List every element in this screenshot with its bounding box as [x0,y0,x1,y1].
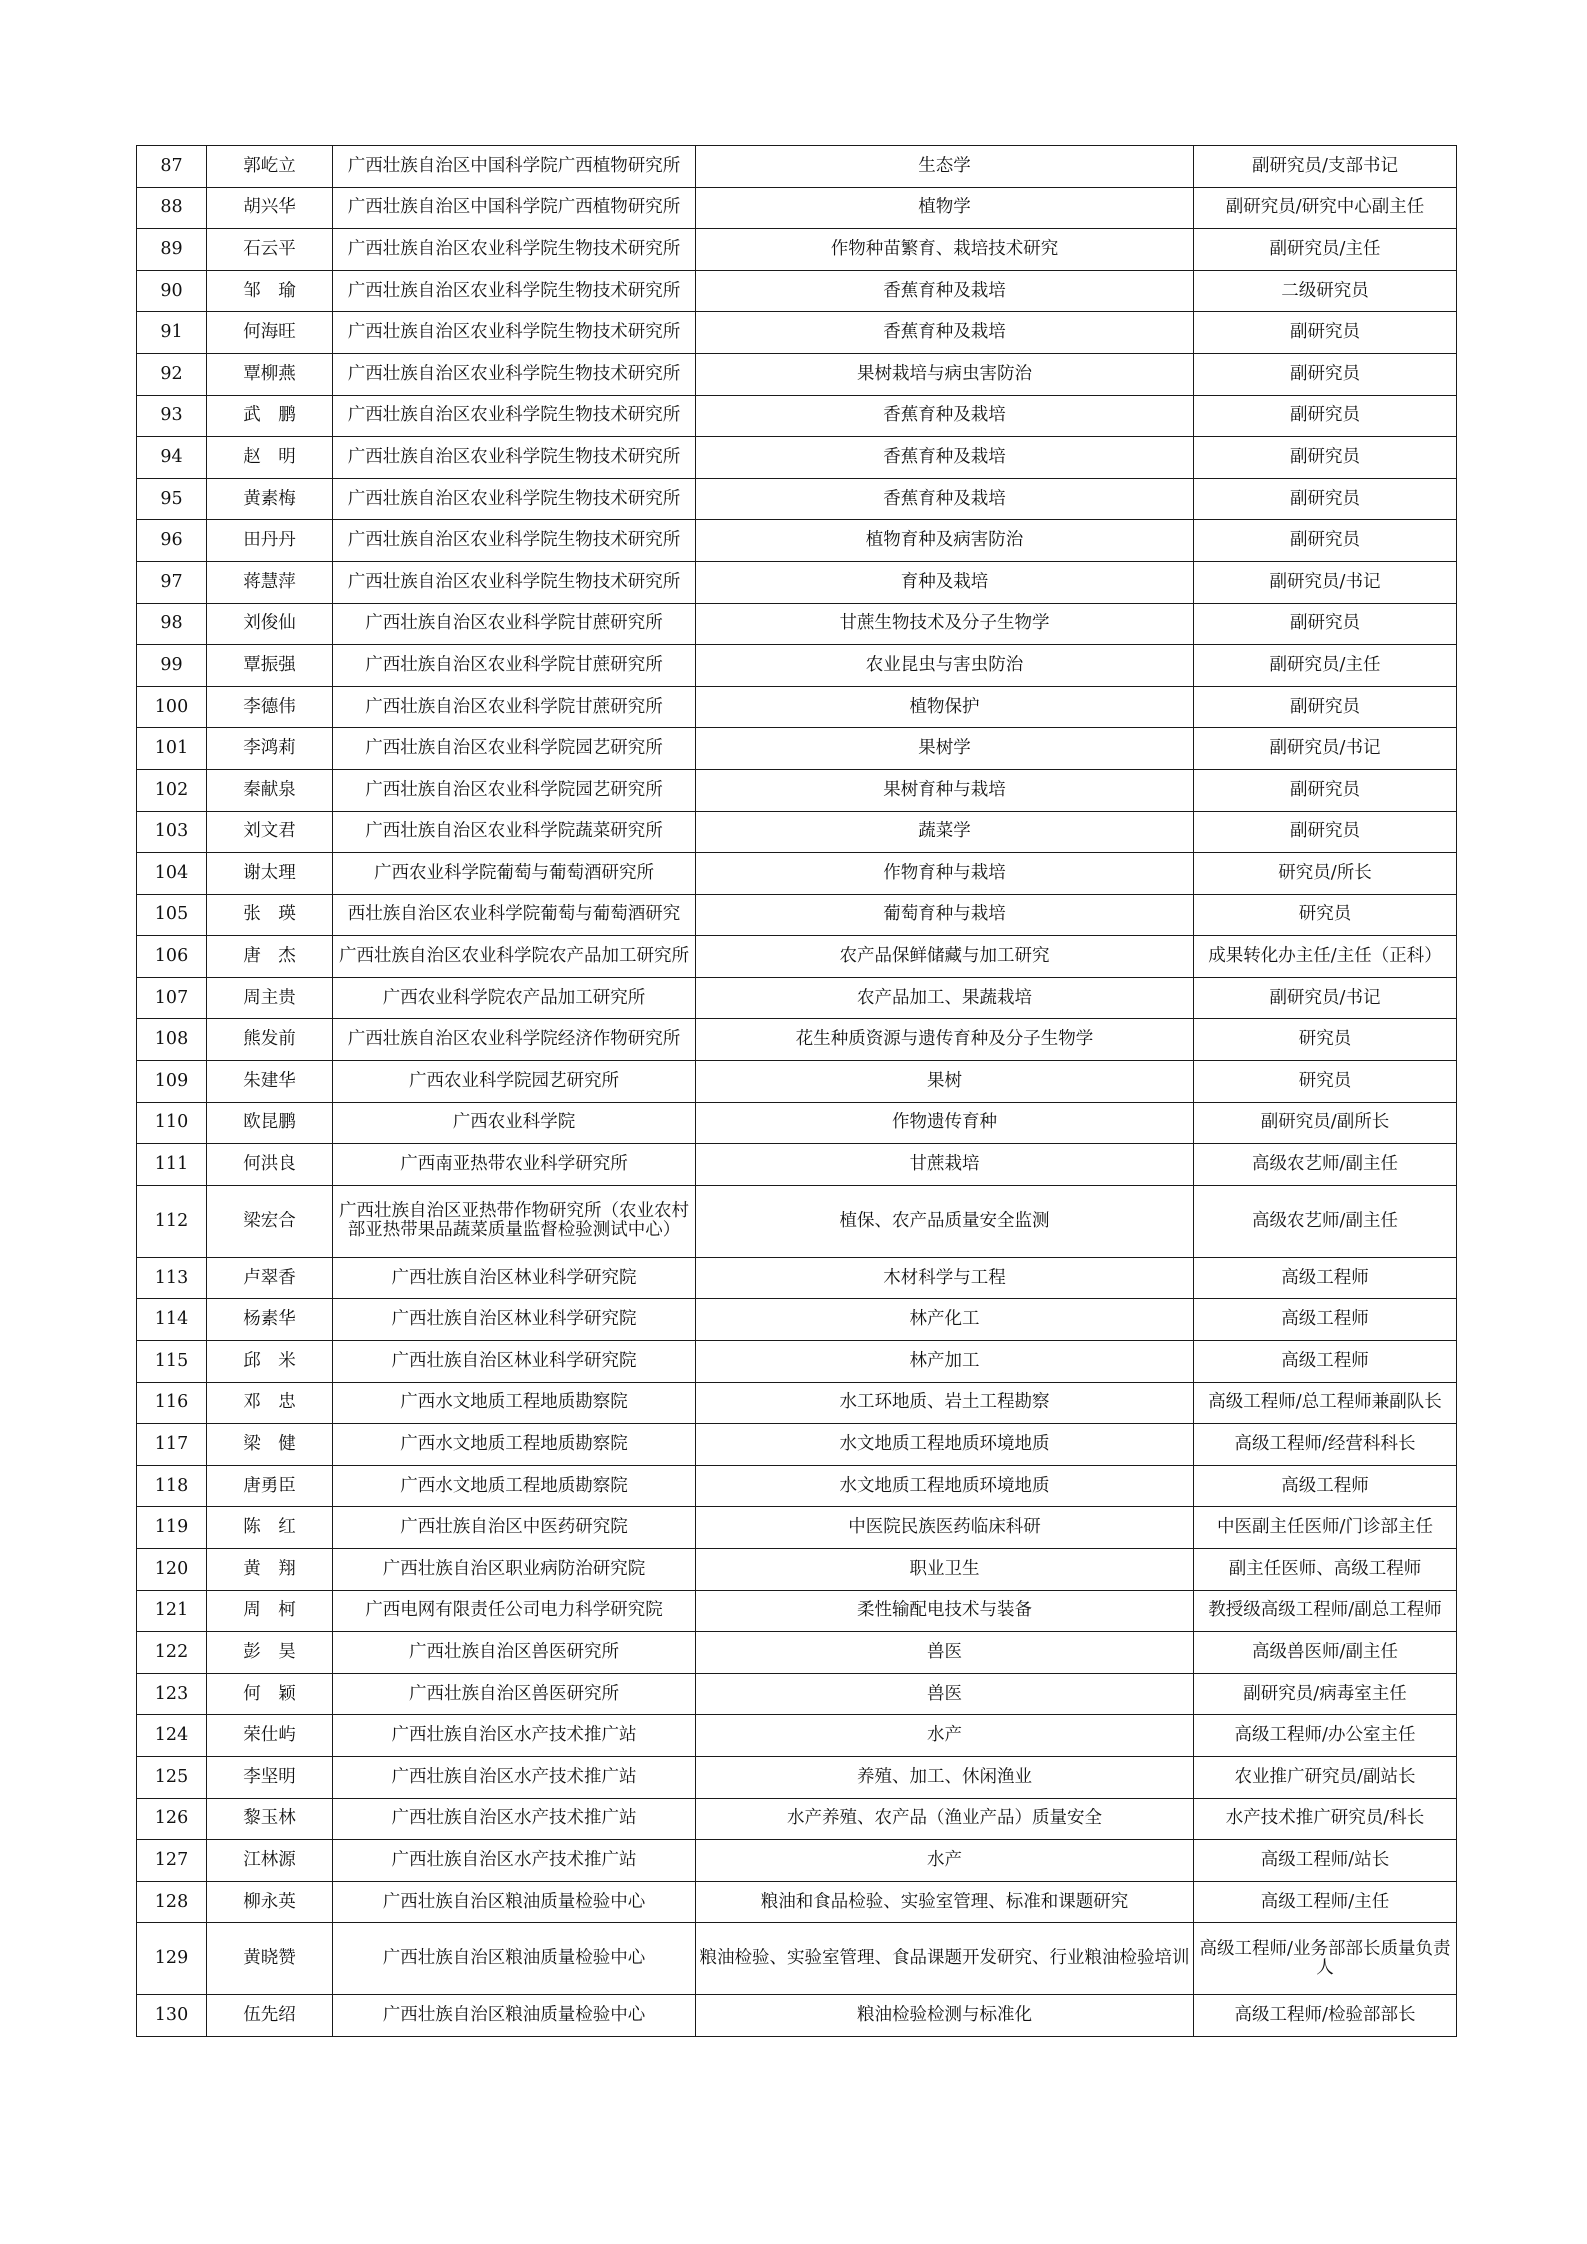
table-row [137,520,1457,562]
job-title-cell: 研究员 [1194,1019,1457,1061]
row-number-cell: 117 [137,1424,207,1466]
person-name-cell: 李鸿莉 [207,728,333,770]
specialty-field-cell: 水工环地质、岩土工程勘察 [696,1382,1194,1424]
row-number-cell: 119 [137,1507,207,1549]
institution-cell: 广西壮族自治区农业科学院生物技术研究所 [333,437,696,479]
specialty-field-cell: 香蕉育种及栽培 [696,478,1194,520]
person-name-cell: 朱建华 [207,1061,333,1103]
specialty-field-cell: 作物种苗繁育、栽培技术研究 [696,229,1194,271]
row-number-cell: 116 [137,1382,207,1424]
job-title-cell: 研究员/所长 [1194,853,1457,895]
institution-cell: 广西壮族自治区粮油质量检验中心 [333,1881,696,1923]
table-row [137,561,1457,603]
person-name-cell: 胡兴华 [207,187,333,229]
job-title-cell: 高级农艺师/副主任 [1194,1185,1457,1257]
institution-cell: 广西壮族自治区职业病防治研究院 [333,1549,696,1591]
specialty-field-cell: 兽医 [696,1673,1194,1715]
institution-cell: 广西壮族自治区中国科学院广西植物研究所 [333,187,696,229]
row-number-cell: 100 [137,686,207,728]
institution-cell: 广西电网有限责任公司电力科学研究院 [333,1590,696,1632]
job-title-cell: 副研究员/书记 [1194,561,1457,603]
job-title-cell: 中医副主任医师/门诊部主任 [1194,1507,1457,1549]
person-name-cell: 邓 忠 [207,1382,333,1424]
row-number-cell: 121 [137,1590,207,1632]
person-name-cell: 李德伟 [207,686,333,728]
specialty-field-cell: 粮油检验检测与标准化 [696,1995,1194,2037]
job-title-cell: 高级工程师/业务部部长质量负责人 [1194,1923,1457,1995]
person-name-cell: 杨素华 [207,1299,333,1341]
table-row [137,1673,1457,1715]
institution-cell: 广西壮族自治区农业科学院园艺研究所 [333,728,696,770]
table-row [137,229,1457,271]
institution-cell: 广西壮族自治区农业科学院甘蔗研究所 [333,645,696,687]
table-row [137,146,1457,188]
person-name-cell: 彭 昊 [207,1632,333,1674]
row-number-cell: 130 [137,1995,207,2037]
table-row [137,811,1457,853]
person-name-cell: 何洪良 [207,1144,333,1186]
specialty-field-cell: 水产 [696,1840,1194,1882]
person-name-cell: 蒋慧萍 [207,561,333,603]
table-row [137,645,1457,687]
specialty-field-cell: 香蕉育种及栽培 [696,270,1194,312]
table-row [137,1257,1457,1299]
institution-cell: 广西壮族自治区农业科学院蔬菜研究所 [333,811,696,853]
table-row [137,1923,1457,1995]
person-name-cell: 覃柳燕 [207,353,333,395]
row-number-cell: 105 [137,894,207,936]
table-row [137,187,1457,229]
row-number-cell: 122 [137,1632,207,1674]
specialty-field-cell: 生态学 [696,146,1194,188]
job-title-cell: 副研究员/书记 [1194,977,1457,1019]
institution-cell: 广西水文地质工程地质勘察院 [333,1424,696,1466]
institution-cell: 广西水文地质工程地质勘察院 [333,1382,696,1424]
specialty-field-cell: 植物学 [696,187,1194,229]
institution-cell: 广西壮族自治区林业科学研究院 [333,1299,696,1341]
row-number-cell: 118 [137,1465,207,1507]
job-title-cell: 农业推广研究员/副站长 [1194,1756,1457,1798]
specialty-field-cell: 作物育种与栽培 [696,853,1194,895]
institution-cell: 广西农业科学院园艺研究所 [333,1061,696,1103]
table-row [137,478,1457,520]
row-number-cell: 124 [137,1715,207,1757]
institution-cell: 广西壮族自治区林业科学研究院 [333,1341,696,1383]
table-row [137,936,1457,978]
institution-cell: 广西壮族自治区农业科学院生物技术研究所 [333,229,696,271]
specialty-field-cell: 甘蔗生物技术及分子生物学 [696,603,1194,645]
institution-cell: 广西壮族自治区农业科学院生物技术研究所 [333,270,696,312]
job-title-cell: 副研究员 [1194,353,1457,395]
specialty-field-cell: 柔性输配电技术与装备 [696,1590,1194,1632]
table-row [137,1995,1457,2037]
table-row [137,1144,1457,1186]
job-title-cell: 高级农艺师/副主任 [1194,1144,1457,1186]
table-row [137,853,1457,895]
job-title-cell: 教授级高级工程师/副总工程师 [1194,1590,1457,1632]
person-name-cell: 武 鹏 [207,395,333,437]
table-row [137,1341,1457,1383]
row-number-cell: 107 [137,977,207,1019]
person-name-cell: 谢太理 [207,853,333,895]
row-number-cell: 106 [137,936,207,978]
institution-cell: 广西农业科学院 [333,1102,696,1144]
job-title-cell: 高级工程师/办公室主任 [1194,1715,1457,1757]
job-title-cell: 副研究员 [1194,603,1457,645]
institution-cell: 广西农业科学院农产品加工研究所 [333,977,696,1019]
table-row [137,1549,1457,1591]
table-row [137,1061,1457,1103]
person-name-cell: 陈 红 [207,1507,333,1549]
job-title-cell: 高级工程师/检验部部长 [1194,1995,1457,2037]
table-row [137,312,1457,354]
table-row [137,437,1457,479]
job-title-cell: 副研究员 [1194,520,1457,562]
specialty-field-cell: 木材科学与工程 [696,1257,1194,1299]
person-name-cell: 田丹丹 [207,520,333,562]
person-name-cell: 张 瑛 [207,894,333,936]
job-title-cell: 副研究员/研究中心副主任 [1194,187,1457,229]
job-title-cell: 水产技术推广研究员/科长 [1194,1798,1457,1840]
person-name-cell: 唐勇臣 [207,1465,333,1507]
table-row [137,1102,1457,1144]
job-title-cell: 高级工程师 [1194,1465,1457,1507]
person-name-cell: 伍先绍 [207,1995,333,2037]
row-number-cell: 113 [137,1257,207,1299]
job-title-cell: 高级工程师 [1194,1299,1457,1341]
institution-cell: 广西壮族自治区粮油质量检验中心 [333,1923,696,1995]
institution-cell: 广西壮族自治区农业科学院农产品加工研究所 [333,936,696,978]
specialty-field-cell: 农业昆虫与害虫防治 [696,645,1194,687]
specialty-field-cell: 林产加工 [696,1341,1194,1383]
row-number-cell: 94 [137,437,207,479]
row-number-cell: 128 [137,1881,207,1923]
job-title-cell: 高级工程师/经营科科长 [1194,1424,1457,1466]
specialty-field-cell: 粮油检验、实验室管理、食品课题开发研究、行业粮油检验培训 [696,1923,1194,1995]
person-name-cell: 邹 瑜 [207,270,333,312]
job-title-cell: 副研究员/病毒室主任 [1194,1673,1457,1715]
institution-cell: 广西壮族自治区农业科学院生物技术研究所 [333,353,696,395]
job-title-cell: 副研究员 [1194,811,1457,853]
institution-cell: 广西壮族自治区水产技术推广站 [333,1798,696,1840]
row-number-cell: 109 [137,1061,207,1103]
institution-cell: 广西壮族自治区中国科学院广西植物研究所 [333,146,696,188]
row-number-cell: 111 [137,1144,207,1186]
job-title-cell: 高级兽医师/副主任 [1194,1632,1457,1674]
specialty-field-cell: 农产品加工、果蔬栽培 [696,977,1194,1019]
row-number-cell: 87 [137,146,207,188]
specialty-field-cell: 林产化工 [696,1299,1194,1341]
person-name-cell: 何 颖 [207,1673,333,1715]
job-title-cell: 副研究员/支部书记 [1194,146,1457,188]
table-row [137,1590,1457,1632]
person-name-cell: 柳永英 [207,1881,333,1923]
table-row [137,1299,1457,1341]
job-title-cell: 高级工程师 [1194,1341,1457,1383]
row-number-cell: 102 [137,769,207,811]
specialty-field-cell: 粮油和食品检验、实验室管理、标准和课题研究 [696,1881,1194,1923]
row-number-cell: 93 [137,395,207,437]
institution-cell: 广西壮族自治区农业科学院甘蔗研究所 [333,603,696,645]
person-name-cell: 黄素梅 [207,478,333,520]
table-row [137,1840,1457,1882]
specialty-field-cell: 中医院民族医药临床科研 [696,1507,1194,1549]
job-title-cell: 副主任医师、高级工程师 [1194,1549,1457,1591]
row-number-cell: 89 [137,229,207,271]
job-title-cell: 二级研究员 [1194,270,1457,312]
row-number-cell: 127 [137,1840,207,1882]
job-title-cell: 副研究员/书记 [1194,728,1457,770]
row-number-cell: 96 [137,520,207,562]
institution-cell: 广西壮族自治区兽医研究所 [333,1632,696,1674]
table-row [137,1881,1457,1923]
table-row [137,1507,1457,1549]
specialty-field-cell: 水产养殖、农产品（渔业产品）质量安全 [696,1798,1194,1840]
job-title-cell: 副研究员 [1194,395,1457,437]
person-name-cell: 石云平 [207,229,333,271]
row-number-cell: 92 [137,353,207,395]
table-row [137,1382,1457,1424]
specialty-field-cell: 植物保护 [696,686,1194,728]
person-name-cell: 黄晓赞 [207,1923,333,1995]
specialty-field-cell: 果树育种与栽培 [696,769,1194,811]
row-number-cell: 91 [137,312,207,354]
specialty-field-cell: 果树 [696,1061,1194,1103]
institution-cell: 广西壮族自治区农业科学院生物技术研究所 [333,312,696,354]
table-row [137,1424,1457,1466]
job-title-cell: 副研究员/副所长 [1194,1102,1457,1144]
job-title-cell: 副研究员/主任 [1194,229,1457,271]
table-row [137,894,1457,936]
table-row [137,686,1457,728]
job-title-cell: 副研究员 [1194,437,1457,479]
institution-cell: 广西壮族自治区中医药研究院 [333,1507,696,1549]
table-row [137,270,1457,312]
institution-cell: 广西农业科学院葡萄与葡萄酒研究所 [333,853,696,895]
specialty-field-cell: 植保、农产品质量安全监测 [696,1185,1194,1257]
table-row [137,1632,1457,1674]
job-title-cell: 副研究员 [1194,312,1457,354]
specialty-field-cell: 蔬菜学 [696,811,1194,853]
specialty-field-cell: 农产品保鲜储藏与加工研究 [696,936,1194,978]
row-number-cell: 95 [137,478,207,520]
table-row [137,1798,1457,1840]
institution-cell: 广西壮族自治区农业科学院经济作物研究所 [333,1019,696,1061]
person-name-cell: 周 柯 [207,1590,333,1632]
job-title-cell: 副研究员 [1194,686,1457,728]
job-title-cell: 高级工程师/主任 [1194,1881,1457,1923]
person-name-cell: 黄 翔 [207,1549,333,1591]
person-name-cell: 李坚明 [207,1756,333,1798]
row-number-cell: 101 [137,728,207,770]
person-name-cell: 郭屹立 [207,146,333,188]
person-name-cell: 荣仕屿 [207,1715,333,1757]
table-row [137,1185,1457,1257]
row-number-cell: 104 [137,853,207,895]
institution-cell: 广西壮族自治区亚热带作物研究所（农业农村部亚热带果品蔬菜质量监督检验测试中心） [333,1185,696,1257]
institution-cell: 西壮族自治区农业科学院葡萄与葡萄酒研究 [333,894,696,936]
institution-cell: 广西壮族自治区农业科学院园艺研究所 [333,769,696,811]
specialty-field-cell: 香蕉育种及栽培 [696,437,1194,479]
row-number-cell: 98 [137,603,207,645]
job-title-cell: 成果转化办主任/主任（正科） [1194,936,1457,978]
row-number-cell: 108 [137,1019,207,1061]
institution-cell: 广西壮族自治区兽医研究所 [333,1673,696,1715]
person-name-cell: 欧昆鹏 [207,1102,333,1144]
job-title-cell: 研究员 [1194,1061,1457,1103]
person-name-cell: 邱 米 [207,1341,333,1383]
row-number-cell: 103 [137,811,207,853]
row-number-cell: 88 [137,187,207,229]
table-row [137,1465,1457,1507]
table-row [137,395,1457,437]
job-title-cell: 高级工程师/总工程师兼副队长 [1194,1382,1457,1424]
person-name-cell: 熊发前 [207,1019,333,1061]
specialty-field-cell: 育种及栽培 [696,561,1194,603]
job-title-cell: 高级工程师/站长 [1194,1840,1457,1882]
person-name-cell: 周主贵 [207,977,333,1019]
person-name-cell: 唐 杰 [207,936,333,978]
specialty-field-cell: 兽医 [696,1632,1194,1674]
table-row [137,353,1457,395]
person-name-cell: 刘俊仙 [207,603,333,645]
person-name-cell: 何海旺 [207,312,333,354]
table-row [137,1715,1457,1757]
institution-cell: 广西壮族自治区农业科学院甘蔗研究所 [333,686,696,728]
person-name-cell: 江林源 [207,1840,333,1882]
row-number-cell: 110 [137,1102,207,1144]
specialty-field-cell: 甘蔗栽培 [696,1144,1194,1186]
specialty-field-cell: 职业卫生 [696,1549,1194,1591]
table-row [137,603,1457,645]
row-number-cell: 90 [137,270,207,312]
expert-roster-table [136,145,1457,2037]
institution-cell: 广西壮族自治区水产技术推广站 [333,1715,696,1757]
table-row [137,1756,1457,1798]
row-number-cell: 129 [137,1923,207,1995]
specialty-field-cell: 养殖、加工、休闲渔业 [696,1756,1194,1798]
person-name-cell: 覃振强 [207,645,333,687]
person-name-cell: 秦献泉 [207,769,333,811]
specialty-field-cell: 水文地质工程地质环境地质 [696,1465,1194,1507]
specialty-field-cell: 水文地质工程地质环境地质 [696,1424,1194,1466]
job-title-cell: 高级工程师 [1194,1257,1457,1299]
table-row [137,769,1457,811]
row-number-cell: 115 [137,1341,207,1383]
specialty-field-cell: 香蕉育种及栽培 [696,395,1194,437]
row-number-cell: 97 [137,561,207,603]
institution-cell: 广西壮族自治区水产技术推广站 [333,1756,696,1798]
row-number-cell: 126 [137,1798,207,1840]
person-name-cell: 赵 明 [207,437,333,479]
specialty-field-cell: 花生种质资源与遗传育种及分子生物学 [696,1019,1194,1061]
specialty-field-cell: 果树栽培与病虫害防治 [696,353,1194,395]
table-row [137,728,1457,770]
institution-cell: 广西壮族自治区粮油质量检验中心 [333,1995,696,2037]
institution-cell: 广西壮族自治区农业科学院生物技术研究所 [333,478,696,520]
person-name-cell: 梁宏合 [207,1185,333,1257]
person-name-cell: 刘文君 [207,811,333,853]
person-name-cell: 梁 健 [207,1424,333,1466]
institution-cell: 广西壮族自治区水产技术推广站 [333,1840,696,1882]
institution-cell: 广西南亚热带农业科学研究所 [333,1144,696,1186]
person-name-cell: 卢翠香 [207,1257,333,1299]
row-number-cell: 112 [137,1185,207,1257]
specialty-field-cell: 葡萄育种与栽培 [696,894,1194,936]
table-row [137,977,1457,1019]
roster-body [137,146,1457,2037]
institution-cell: 广西壮族自治区农业科学院生物技术研究所 [333,561,696,603]
specialty-field-cell: 植物育种及病害防治 [696,520,1194,562]
institution-cell: 广西壮族自治区林业科学研究院 [333,1257,696,1299]
row-number-cell: 125 [137,1756,207,1798]
row-number-cell: 120 [137,1549,207,1591]
institution-cell: 广西壮族自治区农业科学院生物技术研究所 [333,395,696,437]
job-title-cell: 副研究员 [1194,769,1457,811]
row-number-cell: 99 [137,645,207,687]
institution-cell: 广西水文地质工程地质勘察院 [333,1465,696,1507]
job-title-cell: 副研究员/主任 [1194,645,1457,687]
institution-cell: 广西壮族自治区农业科学院生物技术研究所 [333,520,696,562]
job-title-cell: 研究员 [1194,894,1457,936]
table-row [137,1019,1457,1061]
person-name-cell: 黎玉林 [207,1798,333,1840]
specialty-field-cell: 果树学 [696,728,1194,770]
job-title-cell: 副研究员 [1194,478,1457,520]
row-number-cell: 114 [137,1299,207,1341]
specialty-field-cell: 作物遗传育种 [696,1102,1194,1144]
specialty-field-cell: 香蕉育种及栽培 [696,312,1194,354]
row-number-cell: 123 [137,1673,207,1715]
specialty-field-cell: 水产 [696,1715,1194,1757]
